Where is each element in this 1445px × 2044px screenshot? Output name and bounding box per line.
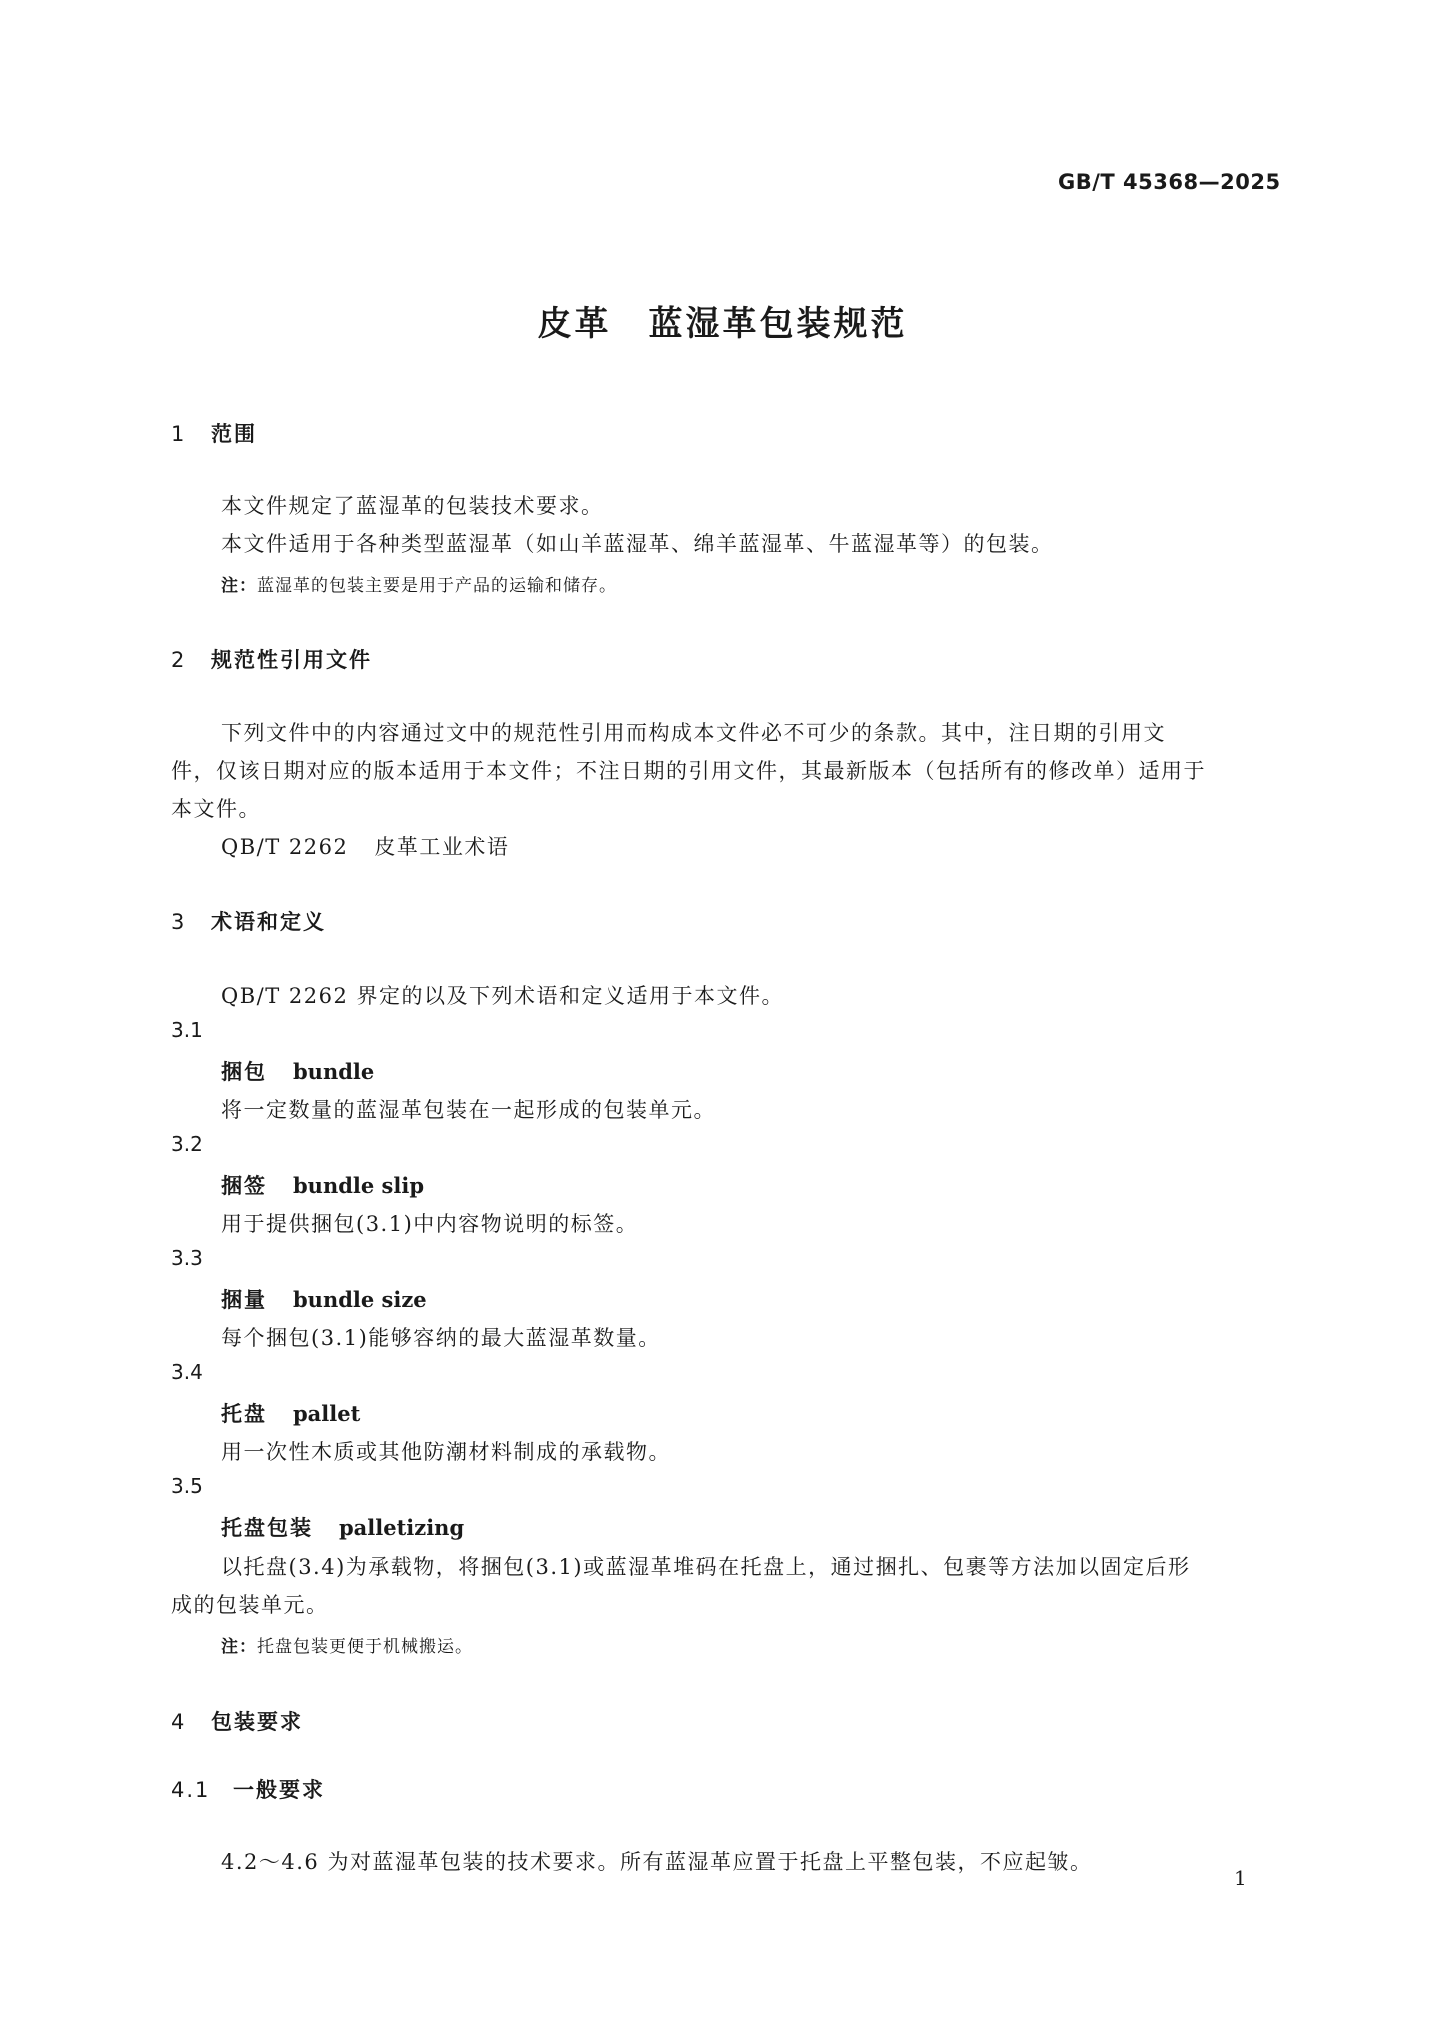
section-number: 3	[171, 910, 187, 934]
term-entry	[221, 1170, 424, 1200]
subsection-4-1-heading	[171, 1774, 325, 1804]
section-4-heading	[171, 1706, 303, 1736]
paragraph: QB/T 2262 界定的以及下列术语和定义适用于本文件。	[221, 984, 785, 1008]
term-definition-line: 以托盘(3.4)为承载物，将捆包(3.1)或蓝湿革堆码在托盘上，通过捆扎、包裹等方法加以固定后形	[221, 1555, 1191, 1579]
term-number: 3.4	[171, 1360, 203, 1384]
section-number: 4	[171, 1710, 187, 1734]
paragraph-line: 件，仅该日期对应的版本适用于本文件；不注日期的引用文件，其最新版本（包括所有的修改单）适用于	[171, 759, 1206, 783]
term-zh: 托盘	[221, 1402, 267, 1426]
term-zh: 托盘包装	[221, 1516, 313, 1540]
note	[221, 1632, 473, 1657]
section-1-heading	[171, 418, 257, 448]
term-entry	[221, 1284, 427, 1314]
note-label: 注：	[221, 1637, 257, 1657]
term-definition: 每个捆包(3.1)能够容纳的最大蓝湿革数量。	[221, 1326, 661, 1350]
document-title: 皮革 蓝湿革包装规范	[537, 304, 908, 344]
section-3-heading	[171, 906, 326, 936]
page-number: 1	[1234, 1866, 1247, 1890]
term-en: bundle	[293, 1059, 375, 1084]
term-zh: 捆包	[221, 1060, 267, 1084]
term-number: 3.5	[171, 1474, 203, 1498]
paragraph-line: 本文件。	[171, 797, 261, 821]
note	[221, 571, 617, 596]
note-text: 托盘包装更便于机械搬运。	[257, 1637, 473, 1657]
reference-code: QB/T 2262	[221, 835, 349, 859]
term-entry	[221, 1056, 374, 1086]
term-entry	[221, 1512, 464, 1542]
term-en: bundle size	[293, 1287, 427, 1312]
paragraph: 本文件规定了蓝湿革的包装技术要求。	[221, 494, 604, 518]
section-2-heading	[171, 644, 372, 674]
term-zh: 捆签	[221, 1174, 267, 1198]
section-title: 范围	[211, 422, 257, 446]
term-en: pallet	[293, 1401, 361, 1426]
term-definition: 用于提供捆包(3.1)中内容物说明的标签。	[221, 1212, 639, 1236]
section-number: 2	[171, 648, 187, 672]
term-number: 3.1	[171, 1018, 203, 1042]
normative-reference	[221, 831, 509, 861]
term-en: palletizing	[339, 1515, 465, 1540]
paragraph: 本文件适用于各种类型蓝湿革（如山羊蓝湿革、绵羊蓝湿革、牛蓝湿革等）的包装。	[221, 532, 1054, 556]
standard-code: GB/T 45368—2025	[1058, 170, 1281, 194]
term-en: bundle slip	[293, 1173, 425, 1198]
term-number: 3.3	[171, 1246, 203, 1270]
term-number: 3.2	[171, 1132, 203, 1156]
paragraph-line: 下列文件中的内容通过文中的规范性引用而构成本文件必不可少的条款。其中，注日期的引用文	[221, 721, 1166, 745]
note-text: 蓝湿革的包装主要是用于产品的运输和储存。	[257, 576, 617, 596]
term-entry	[221, 1398, 360, 1428]
term-definition: 用一次性木质或其他防潮材料制成的承载物。	[221, 1440, 671, 1464]
reference-title: 皮革工业术语	[374, 835, 510, 859]
section-title: 术语和定义	[211, 910, 326, 934]
paragraph: 4.2～4.6 为对蓝湿革包装的技术要求。所有蓝湿革应置于托盘上平整包装，不应起皱。	[221, 1850, 1093, 1874]
section-title: 规范性引用文件	[211, 648, 372, 672]
section-number: 1	[171, 422, 187, 446]
section-title: 包装要求	[211, 1710, 303, 1734]
term-definition: 将一定数量的蓝湿革包装在一起形成的包装单元。	[221, 1098, 716, 1122]
subsection-number: 4.1	[171, 1778, 211, 1802]
term-zh: 捆量	[221, 1288, 267, 1312]
subsection-title: 一般要求	[233, 1778, 325, 1802]
term-definition-line: 成的包装单元。	[171, 1593, 329, 1617]
note-label: 注：	[221, 576, 257, 596]
